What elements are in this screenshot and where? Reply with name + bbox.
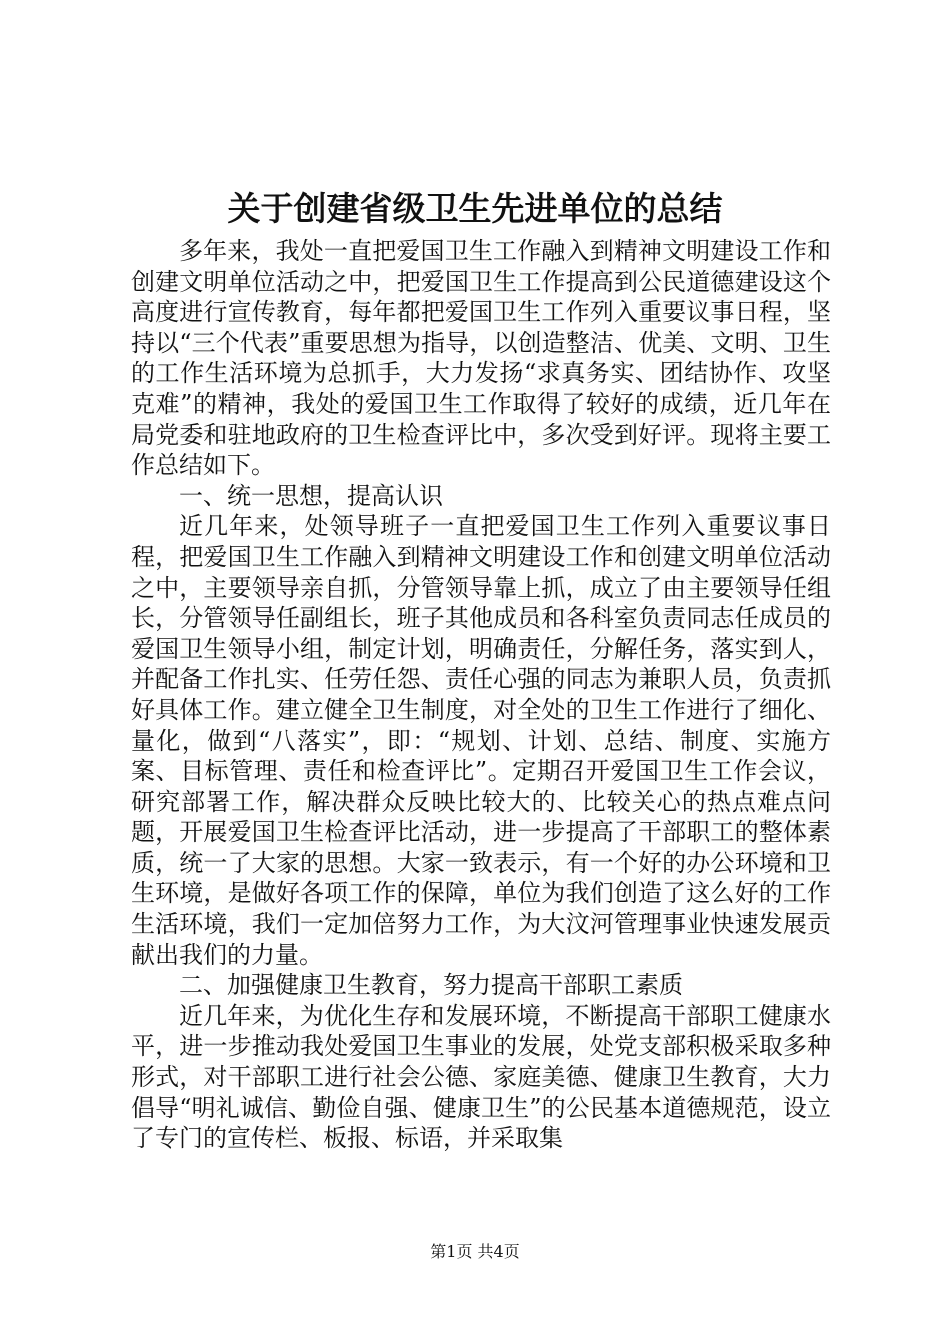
page-footer: 第1页 共4页	[430, 1242, 520, 1261]
section-heading-2: 二、加强健康卫生教育，努力提高干部职工素质	[179, 971, 683, 1000]
paragraph-section-1: 近几年来，处领导班子一直把爱国卫生工作列入重要议事日程，把爱国卫生工作融入到精神文明建设工作和创建文明单位活动之中，主要领导亲自抓，分管领导靠上抓，成立了由主要领导任组长，分管领导任副组长，班子其他成员和各科室负责同志任成员的爱国卫生领导小组，制定计划，明确责任，分解任务，落实到人，并配备工作扎实、任劳任怨、责任心强的同志为兼职人员，负责抓好具体工作。建立健全卫生制度，对全处的卫生工作进行了细化、量化，做到“八落实”，即：“规划、计划、总结、制度、实施方案、目标管理、责任和检查评比”。定期召开爱国卫生工作会议，研究部署工作，解决群众反映比较大的、比较关心的热点难点问题，开展爱国卫生检查评比活动，进一步提高了干部职工的整体素质，统一了大家的思想。大家一致表示，有一个好的办公环境和卫生环境，是做好各项工作的保障，单位为我们创造了这么好的工作生活环境，我们一定加倍努力工作，为大汶河管理事业快速发展贡献出我们的力量。	[131, 512, 831, 969]
paragraph-section-2: 近几年来，为优化生存和发展环境，不断提高干部职工健康水平，进一步推动我处爱国卫生事业的发展，处党支部积极采取多种形式，对干部职工进行社会公德、家庭美德、健康卫生教育，大力倡导“明礼诚信、勤俭自强、健康卫生”的公民基本道德规范，设立了专门的宣传栏、板报、标语，并采取集	[131, 1001, 831, 1153]
section-heading-1: 一、统一思想，提高认识	[179, 481, 443, 510]
document-title: 关于创建省级卫生先进单位的总结	[227, 189, 723, 228]
paragraph-intro: 多年来，我处一直把爱国卫生工作融入到精神文明建设工作和创建文明单位活动之中，把爱国卫生工作提高到公民道德建设这个高度进行宣传教育，每年都把爱国卫生工作列入重要议事日程，坚持以“三个代表”重要思想为指导，以创造整洁、优美、文明、卫生的工作生活环境为总抓手，大力发扬“求真务实、团结协作、攻坚克难”的精神，我处的爱国卫生工作取得了较好的成绩，近几年在局党委和驻地政府的卫生检查评比中，多次受到好评。现将主要工作总结如下。	[131, 237, 831, 480]
document-body	[131, 236, 831, 1154]
